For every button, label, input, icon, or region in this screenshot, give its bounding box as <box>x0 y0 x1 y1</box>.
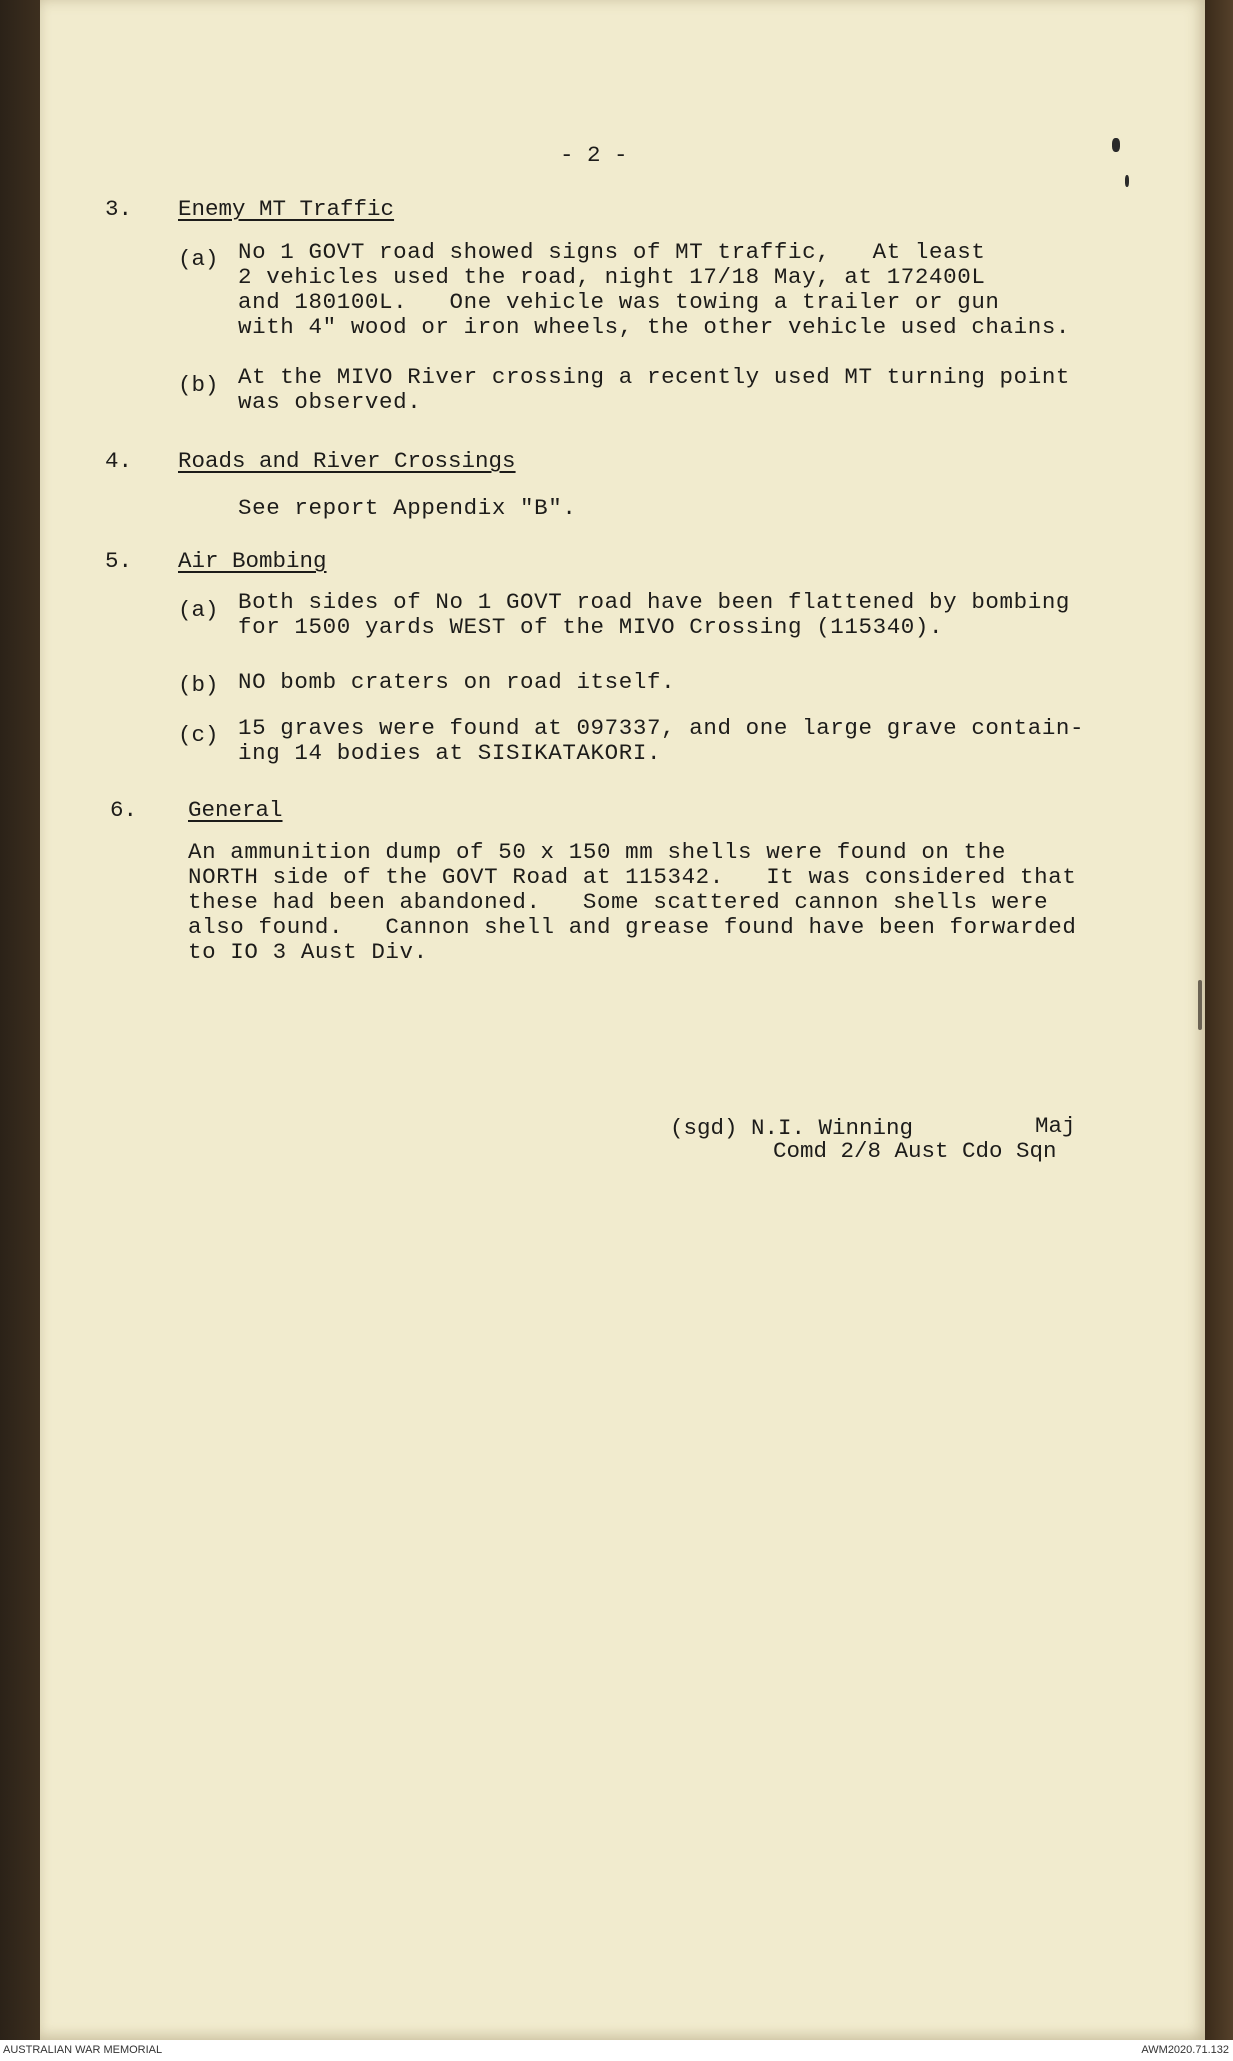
section-6-heading: General <box>188 797 283 823</box>
section-3b-text: At the MIVO River crossing a recently used MT turning point was observed. <box>238 364 1071 415</box>
section-5a-label: (a) <box>178 597 219 623</box>
archive-name: AUSTRALIAN WAR MEMORIAL <box>3 2044 163 2056</box>
section-5c-label: (c) <box>178 722 219 748</box>
section-3a-label: (a) <box>178 246 219 272</box>
section-5a-text: Both sides of No 1 GOVT road have been flattened by bombing for 1500 yards WEST of the MIVO Crossing (115340). <box>238 589 1071 640</box>
ink-speck <box>1198 980 1202 1030</box>
section-4-heading: Roads and River Crossings <box>178 448 516 474</box>
signature-name: (sgd) N.I. Winning <box>670 1115 914 1141</box>
section-3a-text: No 1 GOVT road showed signs of MT traffic, At least 2 vehicles used the road, night 17/18 May, at 172400L and 180100L. One vehicle was towing a trailer or gun with 4" wood or iron wheels, the other vehicle used chains. <box>238 239 1071 340</box>
archive-reference: AWM2020.71.132 <box>1141 2044 1229 2056</box>
section-4-number: 4. <box>105 448 133 474</box>
scan-backdrop-left <box>0 0 40 2040</box>
page-number: - 2 - <box>560 142 628 168</box>
archive-footer <box>0 2040 1233 2061</box>
section-6-number: 6. <box>110 797 138 823</box>
section-5-number: 5. <box>105 548 133 574</box>
section-5b-label: (b) <box>178 672 219 698</box>
ink-speck <box>1112 138 1120 152</box>
document-page <box>40 0 1205 2040</box>
ink-speck <box>1125 175 1129 187</box>
signature-rank: Maj <box>1035 1113 1076 1139</box>
signature-unit: Comd 2/8 Aust Cdo Sqn <box>773 1138 1057 1164</box>
section-3b-label: (b) <box>178 372 219 398</box>
section-5-heading: Air Bombing <box>178 548 327 574</box>
scan-backdrop-right <box>1205 0 1233 2040</box>
section-5b-text: NO bomb craters on road itself. <box>238 669 676 695</box>
section-4-body: See report Appendix "B". <box>238 495 577 521</box>
section-6-body: An ammunition dump of 50 x 150 mm shells were found on the NORTH side of the GOVT Road at 115342. It was considered that these had been abandoned. Some scattered cannon shells were also found. Cannon shell and grease found have been forwarded to IO 3 Aust Div. <box>188 839 1077 965</box>
section-3-number: 3. <box>105 196 133 222</box>
section-5c-text: 15 graves were found at 097337, and one large grave contain- ing 14 bodies at SISIKATAKORI. <box>238 715 1085 766</box>
section-3-heading: Enemy MT Traffic <box>178 196 395 222</box>
